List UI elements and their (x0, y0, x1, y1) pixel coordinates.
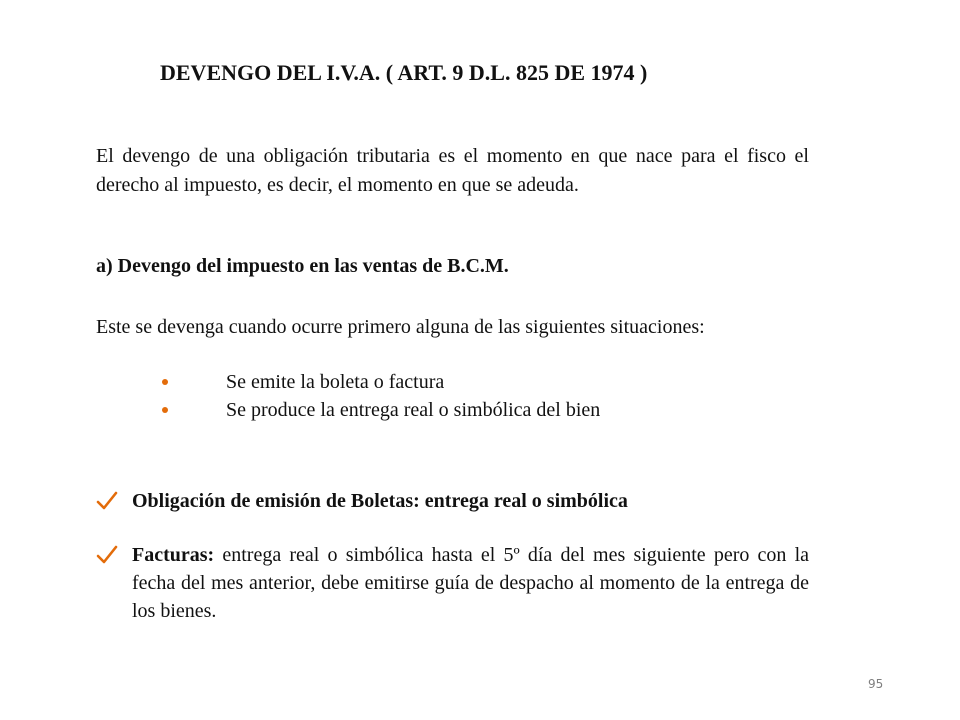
section-a-intro: Este se devenga cuando ocurre primero alguna de las siguientes situaciones: (96, 316, 705, 338)
list-item (160, 368, 600, 396)
checkmark-icon (96, 545, 118, 565)
list-item-text: Se produce la entrega real o simbólica del bien (226, 399, 601, 421)
definition-paragraph: El devengo de una obligación tributaria es el momento en que nace para el fisco el derecho al impuesto, es decir, el momento en que se adeuda. (96, 145, 809, 196)
list-item-text: Se emite la boleta o factura (226, 371, 445, 393)
checkmark-icon (96, 491, 118, 511)
situations-list (160, 368, 600, 424)
section-a-heading: a) Devengo del impuesto en las ventas de B.C.M. (96, 255, 509, 277)
check-item-label: Facturas: (132, 544, 215, 566)
check-item-body (132, 541, 809, 625)
slide-title: DEVENGO DEL I.V.A. ( ART. 9 D.L. 825 DE 1974 ) (160, 60, 648, 85)
bullet-dot-icon (162, 379, 168, 385)
check-item-text: entrega real o simbólica hasta el 5º día del mes siguiente pero con la fecha del mes anterior, debe emitirse guía de despacho al momento de la entrega de los bienes. (132, 544, 809, 622)
list-item (160, 396, 600, 424)
check-item-text: Obligación de emisión de Boletas: entrega real o simbólica (132, 490, 628, 512)
page-number: 95 (868, 677, 884, 691)
bullet-dot-icon (162, 407, 168, 413)
check-item-facturas (96, 541, 809, 625)
